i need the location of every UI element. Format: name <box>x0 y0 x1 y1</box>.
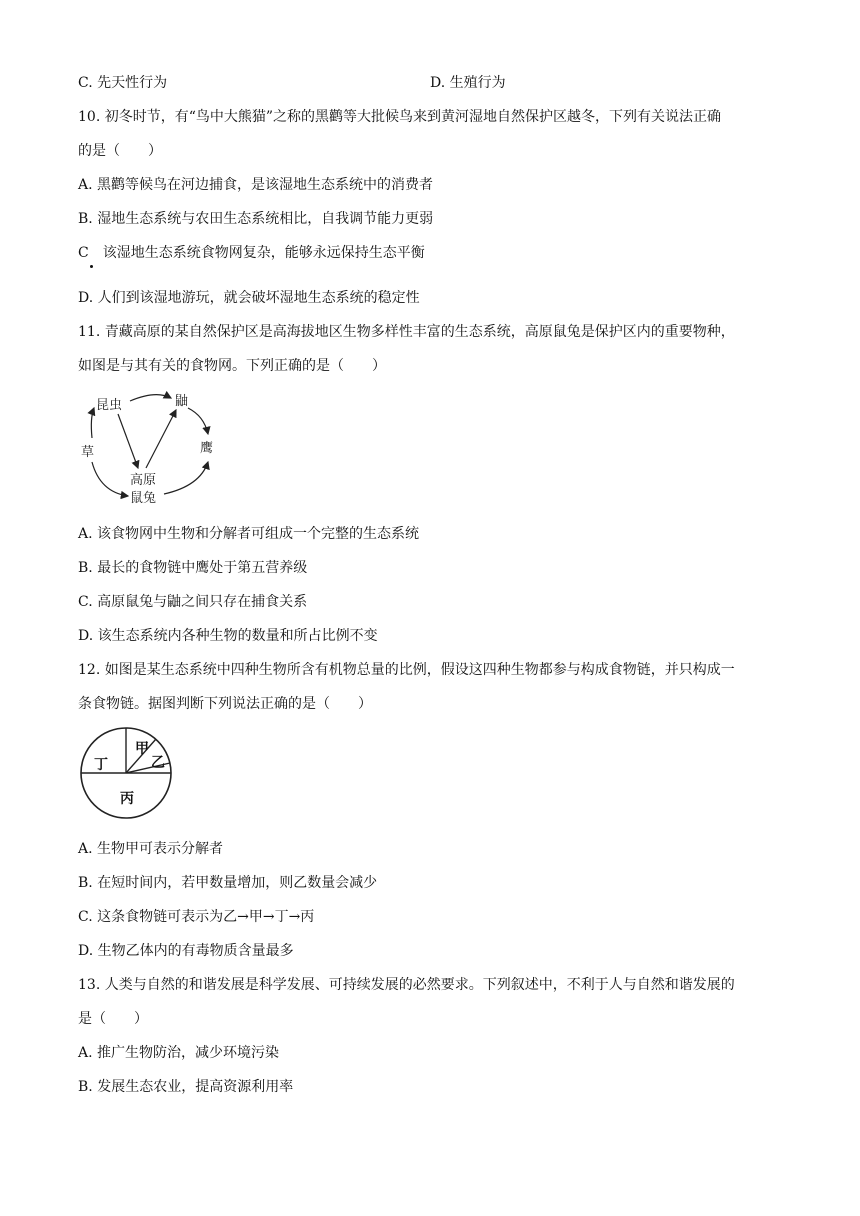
arrow-pika-to-hawk <box>164 462 208 494</box>
q10-option-d[interactable]: D. 人们到该湿地游玩，就会破坏湿地生态系统的稳定性 <box>78 290 420 306</box>
q10-option-a[interactable]: A. 黑鹳等候鸟在河边捕食，是该湿地生态系统中的消费者 <box>78 177 434 193</box>
node-weasel: 鼬 <box>175 394 189 409</box>
q11-option-b[interactable]: B. 最长的食物链中鹰处于第五营养级 <box>78 560 308 576</box>
q12-stem-line1: 12. 如图是某生态系统中四种生物所含有机物总量的比例，假设这四种生物都参与构成食物链，并只构成一 <box>78 662 735 678</box>
q9-option-c[interactable]: C. 先天性行为 <box>78 75 168 91</box>
arrow-pika-to-weasel <box>146 410 176 468</box>
q10-option-c[interactable]: C 该湿地生态系统食物网复杂，能够永远保持生态平衡 <box>78 245 425 261</box>
option-c-dot-mark <box>90 265 93 268</box>
q13-option-a[interactable]: A. 推广生物防治，减少环境污染 <box>78 1045 280 1061</box>
q9-option-d[interactable]: D. 生殖行为 <box>430 75 506 91</box>
arrow-grass-to-insect <box>91 408 94 438</box>
q11-option-c[interactable]: C. 高原鼠兔与鼬之间只存在捕食关系 <box>78 594 308 610</box>
arrow-insect-to-weasel <box>130 395 171 401</box>
food-web-diagram <box>78 388 228 512</box>
q12-option-c[interactable]: C. 这条食物链可表示为乙→甲→丁→丙 <box>78 909 315 925</box>
node-hawk: 鹰 <box>200 441 214 456</box>
arrow-grass-to-pika <box>92 462 128 496</box>
arrow-insect-to-pika <box>118 414 138 468</box>
q12-stem-line2: 条食物链。据图判断下列说法正确的是（ ） <box>78 696 372 712</box>
pie-label-ding: 丁 <box>94 757 108 773</box>
node-grass: 草 <box>81 445 95 460</box>
q10-stem-line2: 的是（ ） <box>78 143 162 159</box>
arrow-weasel-to-hawk <box>188 408 208 434</box>
pie-label-bing: 丙 <box>120 791 134 807</box>
pie-label-jia: 甲 <box>135 741 149 757</box>
q13-option-b[interactable]: B. 发展生态农业，提高资源利用率 <box>78 1079 294 1095</box>
node-pika-line2: 鼠兔 <box>130 491 157 506</box>
q12-option-b[interactable]: B. 在短时间内，若甲数量增加，则乙数量会减少 <box>78 875 378 891</box>
q12-option-d[interactable]: D. 生物乙体内的有毒物质含量最多 <box>78 943 294 959</box>
q11-option-d[interactable]: D. 该生态系统内各种生物的数量和所占比例不变 <box>78 628 378 644</box>
q12-option-a[interactable]: A. 生物甲可表示分解者 <box>78 841 224 857</box>
q13-stem-line1: 13. 人类与自然的和谐发展是科学发展、可持续发展的必然要求。下列叙述中，不利于人与自然和谐发展的 <box>78 977 735 993</box>
q11-stem-line1: 11. 青藏高原的某自然保护区是高海拔地区生物多样性丰富的生态系统，高原鼠兔是保护区内的重要物种， <box>78 324 735 340</box>
node-pika-line1: 高原 <box>130 473 157 488</box>
organic-matter-pie-diagram <box>78 727 178 821</box>
node-insect: 昆虫 <box>96 398 123 413</box>
q13-stem-line2: 是（ ） <box>78 1011 148 1027</box>
q10-option-b[interactable]: B. 湿地生态系统与农田生态系统相比，自我调节能力更弱 <box>78 211 434 227</box>
q11-stem-line2: 如图是与其有关的食物网。下列正确的是（ ） <box>78 358 386 374</box>
pie-label-yi: 乙 <box>151 755 165 771</box>
q10-stem-line1: 10. 初冬时节，有“鸟中大熊猫”之称的黑鹳等大批候鸟来到黄河湿地自然保护区越冬，下列有关说法正确 <box>78 109 722 125</box>
q11-option-a[interactable]: A. 该食物网中生物和分解者可组成一个完整的生态系统 <box>78 526 420 542</box>
